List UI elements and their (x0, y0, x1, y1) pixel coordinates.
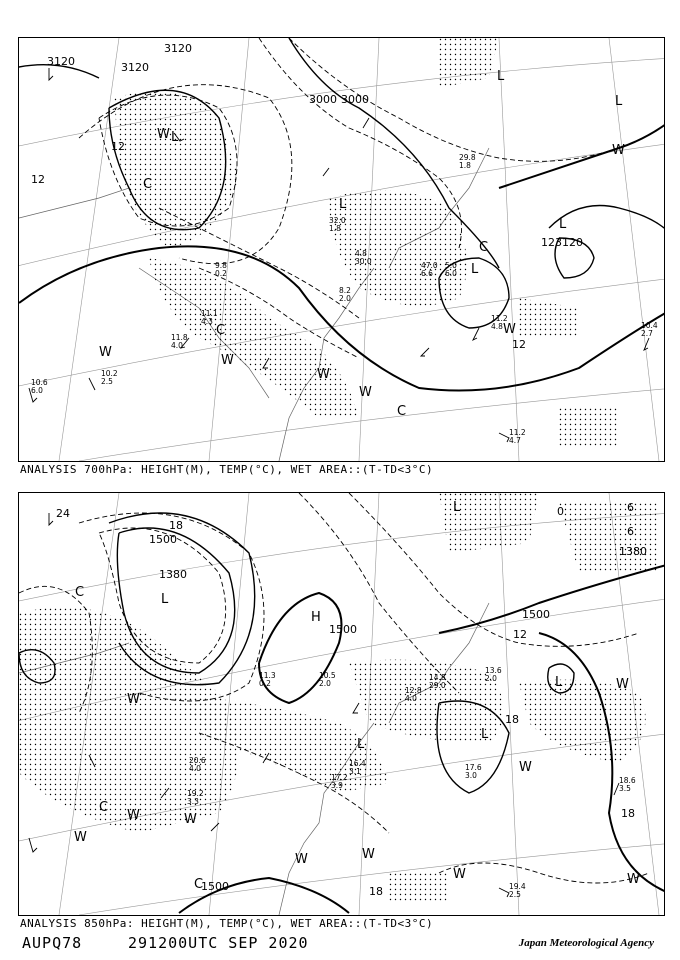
low-center-label: L (481, 727, 489, 742)
low-center-label: L (615, 94, 623, 109)
high-center-label: H (311, 610, 321, 625)
station-value: 11.8 (171, 333, 188, 342)
station-value: 19.4 (509, 882, 526, 891)
contour-label: 12 (111, 140, 125, 153)
low-center-label: L (171, 130, 179, 145)
station-value: 32.0 (329, 216, 346, 225)
wet-area (19, 493, 659, 903)
station-value: 3.9 (331, 781, 343, 790)
contour-label: 3000 (341, 93, 369, 106)
station-value: 9.8 (215, 261, 227, 270)
station-value: 2.7 (641, 329, 653, 338)
cold-center-label: C (143, 177, 153, 192)
low-center-label: L (453, 500, 461, 515)
station-value: 3.0 (465, 771, 477, 780)
cold-center-label: C (75, 585, 85, 600)
warm-center-label: W (616, 677, 629, 692)
valid-time: 291200UTC SEP 2020 (128, 934, 309, 952)
station-value: 2.0 (319, 679, 331, 688)
station-value: 4.0 (405, 694, 417, 703)
map-700hpa (19, 38, 664, 461)
station-value: 4.0 (189, 764, 201, 773)
station-value: 4.8 (355, 249, 367, 258)
station-value: 3.1 (349, 767, 361, 776)
station-value: 3.5 (619, 784, 631, 793)
warm-center-label: W (221, 353, 234, 368)
station-value: 0.2 (215, 269, 227, 278)
cold-center-label: C (216, 323, 226, 338)
station-value: 11.1 (201, 309, 218, 318)
station-value: 2.0 (485, 674, 497, 683)
warm-center-label: W (317, 367, 330, 382)
warm-center-label: W (362, 847, 375, 862)
warm-center-label: W (519, 760, 532, 775)
contour-label: 3000 (309, 93, 337, 106)
station-value: 11.2 (491, 314, 508, 323)
warm-center-label: W (503, 322, 516, 337)
contour-label: 12 (512, 338, 526, 351)
station-value: 29.0 (429, 681, 446, 690)
contour-label: 1500 (149, 533, 177, 546)
cold-center-label: C (479, 240, 489, 255)
low-center-label: L (357, 737, 365, 752)
station-value: 3.3 (187, 797, 199, 806)
station-value: 6.0 (445, 269, 457, 278)
contour-label: 1380 (619, 545, 647, 558)
station-value: 2.0 (339, 294, 351, 303)
agency-name: Japan Meteorological Agency (518, 937, 654, 949)
warm-center-label: W (627, 872, 640, 887)
low-center-label: L (339, 197, 347, 212)
station-value: 2.5 (101, 377, 113, 386)
contour-label: 1500 (329, 623, 357, 636)
low-center-label: L (555, 675, 563, 690)
low-center-label: L (497, 69, 505, 84)
station-value: 10.4 (641, 321, 658, 330)
contour-label: 24 (56, 507, 70, 520)
station-value: 30.0 (355, 257, 372, 266)
station-value: 4.0 (171, 341, 183, 350)
contour-label: 123120 (541, 236, 583, 249)
station-value: 6.6 (421, 269, 433, 278)
station-value: 8.2 (339, 286, 351, 295)
contour-label: 1500 (201, 880, 229, 893)
cold-center-label: C (397, 404, 407, 419)
chart-id: AUPQ78 (22, 934, 83, 952)
station-value: 11.3 (259, 671, 276, 680)
cold-center-label: C (194, 877, 204, 892)
station-value: 4.3 (201, 317, 213, 326)
panel-caption-700hpa: ANALYSIS 700hPa: HEIGHT(M), TEMP(°C), WET AREA::(T-TD<3°C) (20, 463, 434, 476)
station-value: 17.6 (465, 763, 482, 772)
station-value: 47.0 (421, 261, 438, 270)
analysis-850hpa-panel (18, 492, 665, 916)
station-value: 6.0 (31, 386, 43, 395)
low-center-label: L (161, 592, 169, 607)
low-center-label: L (559, 217, 567, 232)
station-value: 10.5 (319, 671, 336, 680)
contour-label: 18 (505, 713, 519, 726)
contour-label: 6 (627, 525, 634, 538)
warm-center-label: W (74, 830, 87, 845)
contour-label: 3120 (121, 61, 149, 74)
station-value: 1.8 (329, 224, 341, 233)
contour-label: 18 (169, 519, 183, 532)
warm-center-label: W (359, 385, 372, 400)
station-value: 0.2 (259, 679, 271, 688)
warm-center-label: W (184, 812, 197, 827)
station-value: 16.4 (349, 759, 366, 768)
contour-label-group (31, 42, 583, 351)
station-value: 5.0 (445, 261, 457, 270)
warm-center-label: W (295, 852, 308, 867)
contour-label: 12 (513, 628, 527, 641)
warm-center-label: W (127, 808, 140, 823)
station-value: 14.8 (429, 673, 446, 682)
station-value: 10.6 (31, 378, 48, 387)
contour-label: 1500 (522, 608, 550, 621)
station-value: 12.8 (405, 686, 422, 695)
contour-label: 3120 (164, 42, 192, 55)
map-850hpa (19, 493, 664, 915)
station-value: 1.8 (459, 161, 471, 170)
contour-label: 1380 (159, 568, 187, 581)
panel-caption-850hpa: ANALYSIS 850hPa: HEIGHT(M), TEMP(°C), WET AREA::(T-TD<3°C) (20, 917, 434, 930)
warm-center-label: W (127, 692, 140, 707)
warm-center-label: W (453, 867, 466, 882)
station-value: 10.2 (101, 369, 118, 378)
station-value: 17.2 (331, 773, 348, 782)
analysis-700hpa-panel (18, 37, 665, 462)
station-value: 11.2 (509, 428, 526, 437)
station-value: 18.6 (619, 776, 636, 785)
low-center-label: L (471, 262, 479, 277)
station-value: 13.6 (485, 666, 502, 675)
station-value: 4.8 (491, 322, 503, 331)
station-value: 29.8 (459, 153, 476, 162)
contour-label: 18 (369, 885, 383, 898)
contour-label: 18 (621, 807, 635, 820)
cold-center-label: C (99, 800, 109, 815)
warm-center-label: W (612, 143, 625, 158)
contour-label: 0 (557, 505, 564, 518)
station-value: 2.5 (509, 890, 521, 899)
warm-center-label: W (99, 345, 112, 360)
station-value: 20.6 (189, 756, 206, 765)
contour-label: 6 (627, 501, 634, 514)
contour-label: 3120 (47, 55, 75, 68)
warm-center-label: W (157, 127, 170, 142)
contour-label: 12 (31, 173, 45, 186)
station-value: 4.7 (509, 436, 521, 445)
station-value: 19.2 (187, 789, 204, 798)
